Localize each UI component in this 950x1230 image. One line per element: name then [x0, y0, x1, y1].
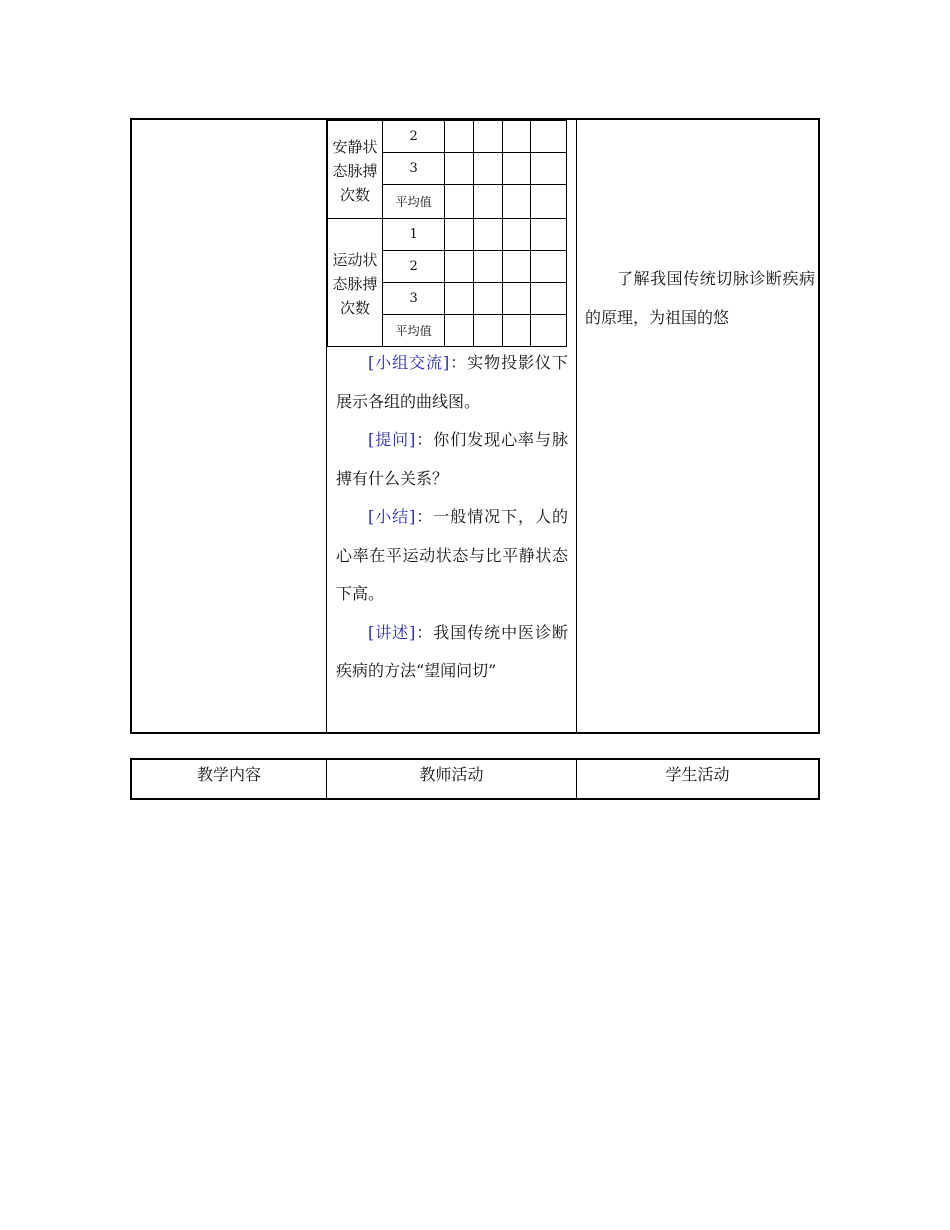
data-cell [502, 315, 531, 347]
narration-text: ：我国传统中医诊断疾病的方法“望闻问切” [336, 622, 568, 680]
rest-row-label: 3 [382, 153, 444, 185]
narration-paragraph [336, 614, 568, 691]
data-cell [502, 153, 531, 185]
data-cell [445, 219, 474, 251]
teacher-activity-text [336, 344, 568, 691]
exercise-average-label: 平均值 [382, 315, 444, 347]
exercise-state-label: 运动状态脉搏次数 [328, 219, 383, 347]
student-activity-paragraph: 了解我国传统切脉诊断疾病的原理，为祖国的悠 [585, 269, 815, 327]
question-text: ：你们发现心率与脉搏有什么关系？ [336, 430, 568, 488]
summary-paragraph [336, 498, 568, 614]
table-row [328, 219, 567, 251]
teacher-activity-cell [327, 120, 576, 732]
data-cell [473, 283, 502, 315]
data-cell [473, 185, 502, 219]
exercise-row-label: 2 [382, 251, 444, 283]
header-teacher-activity: 教师活动 [419, 765, 484, 784]
data-cell [445, 153, 474, 185]
rest-average-label: 平均值 [382, 185, 444, 219]
data-cell [445, 121, 474, 153]
header-row-table [130, 758, 820, 800]
table-row [328, 121, 567, 153]
narration-tag: [讲述] [368, 622, 416, 642]
lesson-table [130, 118, 820, 734]
data-cell [502, 121, 531, 153]
pulse-record-table [327, 120, 567, 347]
data-cell [531, 153, 567, 185]
data-cell [531, 251, 567, 283]
summary-text: ：一般情况下，人的心率在平运动状态与比平静状态下高。 [336, 507, 568, 603]
data-cell [502, 251, 531, 283]
exercise-row-label: 3 [382, 283, 444, 315]
data-cell [473, 153, 502, 185]
exercise-row-label: 1 [382, 219, 444, 251]
data-cell [531, 283, 567, 315]
data-cell [473, 251, 502, 283]
data-cell [445, 185, 474, 219]
rest-state-label: 安静状态脉搏次数 [328, 121, 383, 219]
data-cell [473, 219, 502, 251]
data-cell [445, 251, 474, 283]
group-discussion-text: ：实物投影仪下展示各组的曲线图。 [336, 353, 568, 411]
question-tag: [提问] [368, 430, 416, 449]
rest-row-label: 2 [382, 121, 444, 153]
header-student-activity: 学生活动 [665, 765, 730, 784]
data-cell [473, 121, 502, 153]
group-discussion-tag: [小组交流] [368, 353, 450, 372]
data-cell [445, 283, 474, 315]
data-cell [502, 219, 531, 251]
data-cell [473, 315, 502, 347]
student-activity-text [585, 259, 815, 337]
student-activity-cell [577, 120, 818, 732]
data-cell [445, 315, 474, 347]
data-cell [502, 283, 531, 315]
data-cell [531, 121, 567, 153]
data-cell [531, 315, 567, 347]
group-discussion-paragraph [336, 344, 568, 421]
data-cell [531, 185, 567, 219]
header-teaching-content: 教学内容 [196, 765, 261, 784]
data-cell [502, 185, 531, 219]
data-cell [531, 219, 567, 251]
summary-tag: [小结] [368, 507, 416, 526]
question-paragraph [336, 421, 568, 498]
